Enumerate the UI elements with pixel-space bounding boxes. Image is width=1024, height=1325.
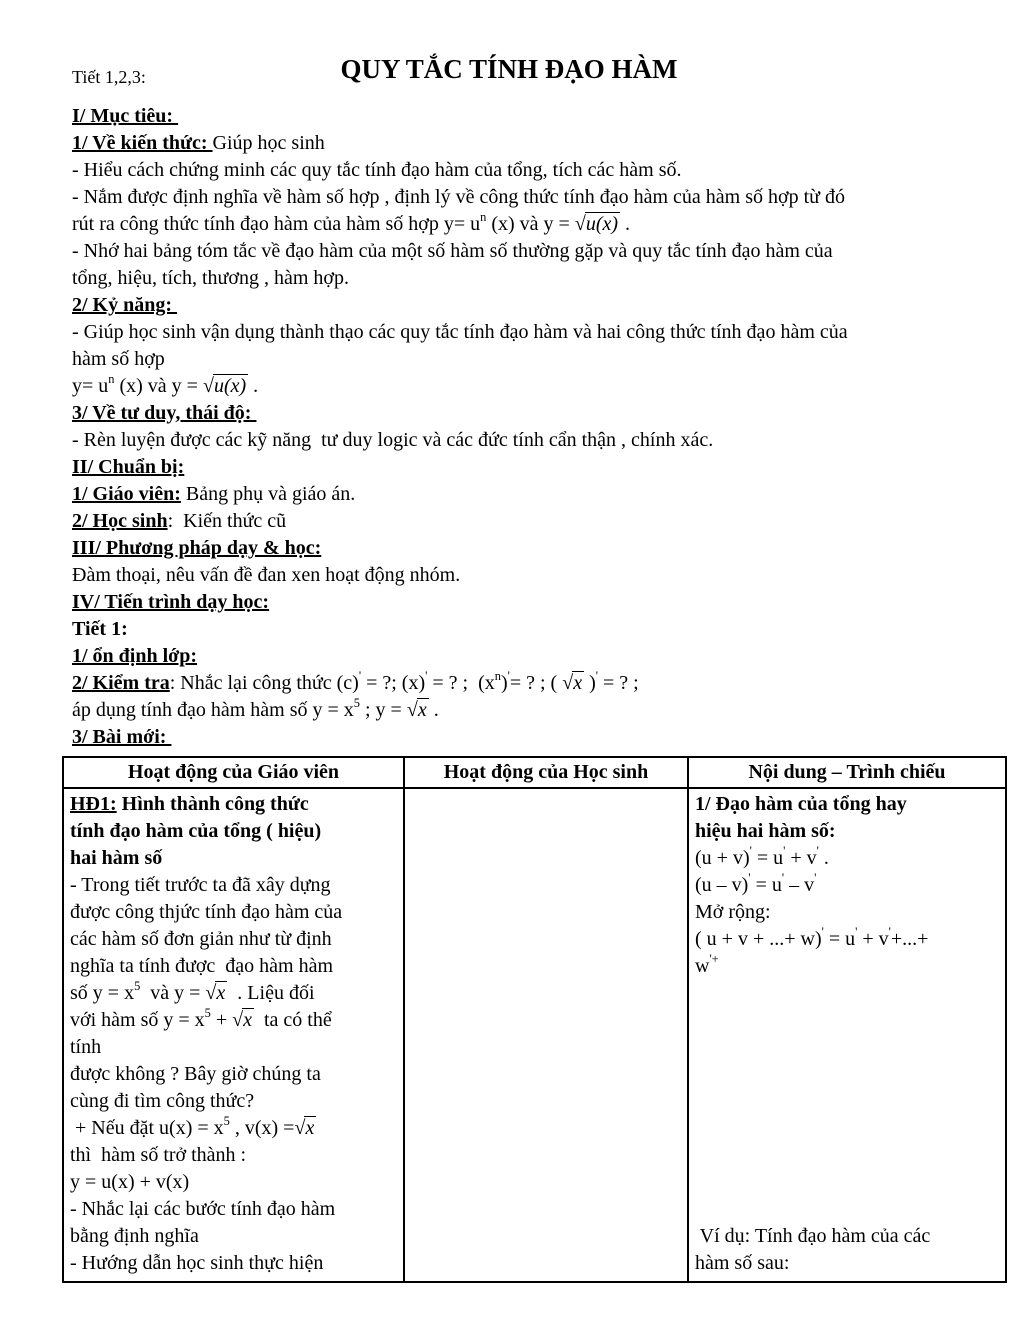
text-line: được công thjức tính đạo hàm của [70, 901, 343, 923]
content-heading: 1/ Đạo hàm của tổng hay [695, 793, 907, 815]
heading-chuan-bi: II/ Chuẩn bị: [72, 456, 185, 478]
content-heading: hiệu hai hàm số: [695, 820, 836, 842]
document-title: QUY TẮC TÍNH ĐẠO HÀM [340, 54, 678, 84]
text-line: - Hướng dẫn học sinh thực hiện [70, 1252, 324, 1274]
activity-heading: hai hàm số [70, 847, 163, 869]
lesson-activity-table [62, 756, 1007, 1283]
text-line: được không ? Bây giờ chúng ta [70, 1063, 321, 1085]
heading-giao-vien: 1/ Giáo viên: Bảng phụ và giáo án. [72, 483, 356, 505]
text-line: các hàm số đơn giản như từ định [70, 928, 332, 950]
table-body-row [63, 788, 1006, 1282]
text-line: Đàm thoại, nêu vấn đề đan xen hoạt động nhóm. [72, 564, 461, 586]
heading-ve-kien-thuc: 1/ Về kiến thức: Giúp học sinh [72, 132, 325, 154]
heading-ky-nang: 2/ Kỷ năng: [72, 294, 178, 316]
heading-hoc-sinh: 2/ Học sinh: Kiến thức cũ [72, 510, 287, 532]
teacher-activity-content [70, 791, 401, 1277]
text-line: với hàm số $y = x^5 + √x$ ta có thể [70, 1006, 332, 1031]
text-line: áp dụng tính đạo hàm hàm số $y = x^5$ ; y = √x . [72, 696, 439, 721]
text-line: - Nhớ hai bảng tóm tắc về đạo hàm của một số hàm số thường gặp và quy tắc tính đạo hàm của [72, 240, 833, 262]
content-presentation-content [695, 791, 1003, 1277]
text-line: hàm số hợp [72, 348, 165, 370]
heading-muc-tieu: I/ Mục tiêu: [72, 105, 179, 127]
heading-tiet-1: Tiết 1: [72, 618, 128, 640]
heading-phuong-phap: III/ Phương pháp dạy & học: [72, 537, 322, 559]
text-line: số $y = x^5$ và y = √x . Liệu đối [70, 979, 315, 1004]
column-header-teacher-activity: Hoạt động của Giáo viên [63, 757, 404, 788]
text-line: tổng, hiệu, tích, thương , hàm hợp. [72, 267, 349, 289]
text-line: rút ra công thức tính đạo hàm của hàm số hợp $y= u^n$ (x) và y = √u(x) . [72, 210, 631, 235]
text-line: bằng định nghĩa [70, 1225, 199, 1247]
text-line: - Trong tiết trước ta đã xây dựng [70, 874, 331, 896]
heading-tu-duy-thai-do: 3/ Về tư duy, thái độ: [72, 402, 257, 424]
example-line: hàm số sau: [695, 1252, 790, 1274]
teacher-activity-cell [63, 788, 404, 1282]
text-line: - Nhắc lại các bước tính đạo hàm [70, 1198, 336, 1220]
activity-heading: HĐ1: Hình thành công thức [70, 793, 309, 815]
student-activity-cell [404, 788, 688, 1282]
text-line: - Hiểu cách chứng minh các quy tắc tính đạo hàm của tổng, tích các hàm số. [72, 159, 682, 181]
example-line: Ví dụ: Tính đạo hàm của các [695, 1225, 931, 1247]
formula-line: w'+ [695, 952, 719, 977]
text-line: - Giúp học sinh vận dụng thành thạo các quy tắc tính đạo hàm và hai công thức tính đạo hàm của [72, 321, 848, 343]
text-line: nghĩa ta tính được đạo hàm hàm [70, 955, 334, 977]
table-header-row [63, 757, 1006, 788]
column-header-content: Nội dung – Trình chiếu [688, 757, 1006, 788]
column-header-student-activity: Hoạt động của Học sinh [404, 757, 688, 788]
text-line: y = u(x) + v(x) [70, 1171, 190, 1193]
text-line: cùng đi tìm công thức? [70, 1090, 255, 1112]
text-line: - Nắm được định nghĩa về hàm số hợp , định lý về công thức tính đạo hàm của hàm số hợp từ đó [72, 186, 845, 208]
formula-line: (u + v)' = u' + v' . [695, 844, 829, 869]
formula-line: ( u + v + ...+ w)' = u' + v'+...+ [695, 925, 929, 950]
text-line: tính [70, 1036, 102, 1058]
lesson-number-label: Tiết 1,2,3: [72, 67, 146, 87]
text-line: thì hàm số trở thành : [70, 1144, 247, 1166]
text-line: + Nếu đặt $u(x) = x^5$ , v(x) =√x [70, 1114, 315, 1139]
heading-on-dinh-lop: 1/ ổn định lớp: [72, 645, 198, 667]
activity-heading: tính đạo hàm của tổng ( hiệu) [70, 820, 322, 842]
content-presentation-cell [688, 788, 1006, 1282]
document-header [72, 54, 974, 100]
empty-space [695, 980, 1003, 1223]
heading-bai-moi: 3/ Bài mới: [72, 726, 172, 748]
heading-tien-trinh: IV/ Tiến trình dạy học: [72, 591, 270, 613]
heading-kiem-tra: 2/ Kiểm tra: Nhắc lại công thức (c)' = ?; (x)' = ? ; $(x^n)'=$ ? ; ( √x )' = ? ; [72, 669, 639, 694]
text-line: $y= u^n$ (x) và y = √u(x) . [72, 372, 259, 397]
text-line: - Rèn luyện được các kỹ năng tư duy logic và các đức tính cẩn thận , chính xác. [72, 429, 714, 451]
text-line: Mở rộng: [695, 901, 771, 923]
formula-line: (u – v)' = u' – v' [695, 871, 817, 896]
